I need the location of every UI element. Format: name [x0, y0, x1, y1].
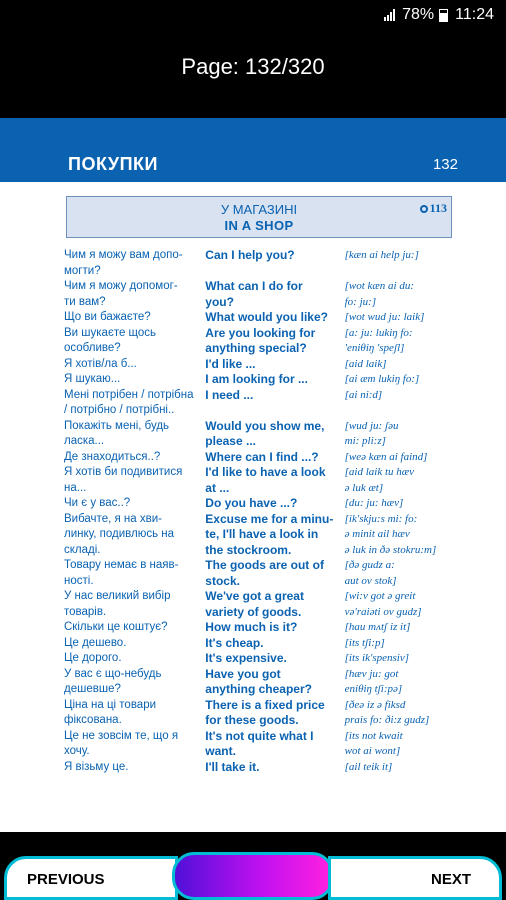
- phrase-row: [64, 450, 464, 466]
- phrase-english-line: variety of goods.: [205, 604, 302, 619]
- phrase-ukrainian: [64, 357, 201, 373]
- phrase-ukrainian: [64, 279, 201, 310]
- phrase-transcription: [345, 558, 464, 589]
- phrase-english-line: Can I help you?: [205, 248, 295, 262]
- phrase-ukrainian-line: Чим я можу допомог-: [64, 280, 178, 292]
- phrase-ukrainian: [64, 760, 201, 776]
- phrase-english: [205, 636, 336, 652]
- phrase-transcription-line: [wi:v got ə greit: [344, 590, 416, 602]
- phrase-ukrainian-line: ти вам?: [64, 295, 106, 308]
- phrase-english-line: you?: [205, 294, 234, 309]
- phrase-transcription-line: [weə kæn ai faind]: [344, 450, 428, 463]
- next-button-label: NEXT: [430, 871, 471, 888]
- phrase-ukrainian-line: Вибачте, я на хви-: [64, 512, 162, 525]
- phrase-ukrainian: [64, 372, 201, 388]
- phrase-transcription-line: [hæv ju: got: [344, 667, 399, 680]
- phrase-english-line: I need ...: [205, 387, 254, 402]
- phrase-transcription-line: [ai ni:d]: [344, 388, 383, 401]
- phrase-ukrainian-line: линку, подивлюсь на: [64, 528, 175, 540]
- phrase-english-line: We've got a great: [205, 589, 304, 603]
- phrase-transcription-line: [hau mʌtʃ iz it]: [344, 621, 411, 633]
- phrase-ukrainian-line: могти?: [64, 264, 101, 277]
- phrase-english: [205, 512, 336, 559]
- section-title-ua: У МАГАЗИНІ: [220, 202, 298, 217]
- phrase-transcription-line: fo: ju:]: [344, 295, 377, 308]
- phrase-transcription: [345, 620, 464, 636]
- phrase-english-line: anything special?: [205, 341, 307, 355]
- phrase-transcription-line: 'eniθiŋ 'speʃl]: [344, 342, 405, 354]
- phrase-ukrainian: [64, 310, 201, 326]
- phrase-transcription-line: ə luk æt]: [344, 481, 384, 494]
- phrase-ukrainian-line: Чим я можу вам допо-: [64, 249, 183, 261]
- battery-percent: 78%: [402, 6, 435, 23]
- page-indicator: Page: 132/320: [181, 54, 325, 79]
- phrase-ukrainian-line: фіксована.: [64, 714, 122, 726]
- phrase-ukrainian: [64, 465, 201, 496]
- phrase-ukrainian-line: Чи є у вас..?: [64, 497, 131, 509]
- phrase-english-line: Excuse me for a minu-: [205, 511, 334, 526]
- phrase-ukrainian-line: товарів.: [64, 605, 107, 618]
- navigation-bar: [0, 832, 506, 900]
- phrase-transcription: [345, 326, 464, 357]
- phrase-english: [205, 620, 336, 636]
- phrase-ukrainian-line: Мені потрібен / потрібна: [64, 388, 194, 401]
- phrase-row: [64, 667, 464, 698]
- phrase-row: [64, 419, 464, 450]
- clock: 11:24: [455, 6, 494, 23]
- phrase-row: [64, 248, 464, 279]
- phrase-english-line: I'd like ...: [205, 356, 256, 371]
- phrase-ukrainian-line: особливе?: [64, 342, 121, 354]
- phrase-ukrainian-line: Це дешево.: [64, 636, 127, 649]
- phrase-english: [205, 279, 336, 310]
- phrase-ukrainian: [64, 512, 201, 559]
- phrase-table: [64, 248, 464, 775]
- phrase-row: [64, 326, 464, 357]
- phrase-ukrainian: [64, 419, 201, 450]
- phrase-transcription-line: aut ov stok]: [344, 574, 397, 587]
- section-heading: [66, 196, 452, 238]
- phrase-english-line: I am looking for ...: [205, 372, 308, 386]
- phrase-transcription: [345, 248, 464, 279]
- phrase-ukrainian: [64, 667, 201, 698]
- phrase-transcription: [345, 419, 464, 450]
- phrase-row: [64, 698, 464, 729]
- phrase-row: [64, 760, 464, 776]
- phrase-ukrainian: [64, 326, 201, 357]
- phrase-transcription-line: [wot kæn ai du:: [344, 280, 414, 292]
- battery-icon: [439, 9, 448, 22]
- phrase-ukrainian: [64, 589, 201, 620]
- phrase-row: [64, 388, 464, 419]
- phrase-ukrainian-line: Де знаходиться..?: [64, 450, 161, 463]
- phrase-ukrainian: [64, 636, 201, 652]
- phrase-row: [64, 357, 464, 373]
- phrase-english-line: Would you show me,: [205, 418, 325, 433]
- center-menu-button[interactable]: [172, 852, 334, 900]
- signal-icon: [384, 9, 395, 21]
- phrase-transcription-line: [its ik'spensiv]: [344, 652, 410, 664]
- phrase-transcription: [345, 279, 464, 310]
- phrase-transcription-line: [aid laik tu hæv: [344, 466, 414, 478]
- phrase-ukrainian: [64, 496, 201, 512]
- phrase-english: [205, 450, 336, 466]
- phrase-transcription-line: [ðeə iz ə fiksd: [344, 698, 406, 711]
- phrase-row: [64, 372, 464, 388]
- phrase-ukrainian-line: складі.: [64, 543, 101, 556]
- phrase-ukrainian-line: У нас великий вибір: [64, 590, 171, 602]
- phrase-row: [64, 729, 464, 760]
- phrase-english-line: Do you have ...?: [205, 496, 298, 510]
- phrase-transcription: [345, 760, 464, 776]
- phrase-transcription: [345, 310, 464, 326]
- phrase-transcription: [345, 512, 464, 559]
- phrase-ukrainian-line: Ціна на ці товари: [64, 698, 157, 711]
- phrase-ukrainian-line: Товару немає в наяв-: [64, 559, 179, 571]
- phrase-english-line: for these goods.: [205, 713, 299, 727]
- phrase-row: [64, 620, 464, 636]
- phrase-english-line: I'll take it.: [205, 759, 260, 774]
- phrase-transcription-line: [a: ju: lukiŋ fo:: [344, 326, 413, 339]
- phrase-row: [64, 636, 464, 652]
- phrase-row: [64, 279, 464, 310]
- phrase-english: [205, 589, 336, 620]
- phrase-ukrainian-line: Я хотів/ла б...: [64, 357, 137, 370]
- phrase-english-line: How much is it?: [205, 620, 298, 634]
- phrase-english: [205, 729, 336, 760]
- phrase-english-line: It's expensive.: [205, 651, 287, 665]
- phrase-english-line: I'd like to have a look: [205, 465, 326, 479]
- phrase-transcription: [345, 651, 464, 667]
- phrase-english-line: The goods are out of: [205, 558, 324, 572]
- phrase-english: [205, 310, 336, 326]
- phrase-english: [205, 558, 336, 589]
- phrase-ukrainian-line: дешевше?: [64, 683, 121, 695]
- phrase-english-line: anything cheaper?: [205, 682, 312, 696]
- phrase-row: [64, 496, 464, 512]
- phrase-english-line: There is a fixed price: [205, 697, 325, 712]
- previous-button-label: PREVIOUS: [27, 871, 105, 888]
- audio-track: [420, 201, 447, 216]
- phrase-ukrainian-line: Що ви бажаєте?: [64, 311, 151, 323]
- phrase-transcription: [345, 450, 464, 466]
- phrase-transcription: [345, 357, 464, 373]
- phrase-ukrainian: [64, 729, 201, 760]
- phrase-english-line: Where can I find ...?: [205, 449, 319, 464]
- phrase-english-line: the stockroom.: [205, 542, 292, 557]
- chapter-page-number: 132: [432, 156, 458, 173]
- phrase-ukrainian-line: хочу.: [64, 745, 90, 757]
- phrase-transcription: [345, 465, 464, 496]
- previous-button[interactable]: [4, 856, 178, 900]
- phrase-transcription-line: [aid laik]: [344, 357, 387, 370]
- next-button[interactable]: [328, 856, 502, 900]
- phrase-transcription: [345, 667, 464, 698]
- phrase-ukrainian-line: Скільки це коштує?: [64, 621, 168, 633]
- reader-header: [0, 30, 506, 118]
- phrase-ukrainian: [64, 248, 201, 279]
- phrase-ukrainian: [64, 558, 201, 589]
- phrase-transcription-line: [du: ju: hæv]: [344, 497, 404, 509]
- phrase-transcription-line: [its not kwait: [344, 729, 403, 742]
- phrase-ukrainian: [64, 620, 201, 636]
- phrase-ukrainian-line: Ви шукаєте щось: [64, 326, 157, 339]
- phrase-english: [205, 388, 336, 419]
- phrase-english-line: What would you like?: [205, 310, 328, 324]
- audio-track-number: 113: [429, 201, 447, 215]
- phrase-transcription: [345, 729, 464, 760]
- phrase-row: [64, 465, 464, 496]
- phrase-ukrainian-line: Це не зовсім те, що я: [64, 729, 179, 742]
- phrase-english: [205, 357, 336, 373]
- phrase-ukrainian-line: ності.: [64, 574, 94, 587]
- phrase-english: [205, 698, 336, 729]
- phrase-ukrainian-line: Я візьму це.: [64, 760, 129, 773]
- phrase-english: [205, 372, 336, 388]
- phrase-english: [205, 419, 336, 450]
- phrase-transcription: [345, 589, 464, 620]
- phrase-english-line: Are you looking for: [205, 325, 316, 340]
- phrase-transcription-line: wot ai wont]: [344, 745, 401, 757]
- phrase-transcription-line: [ail teik it]: [344, 760, 393, 773]
- section-title-en: IN A SHOP: [224, 218, 294, 233]
- phrase-ukrainian-line: ласка...: [64, 435, 105, 447]
- phrase-transcription: [345, 636, 464, 652]
- phrase-english: [205, 496, 336, 512]
- phrase-transcription: [345, 388, 464, 419]
- phrase-ukrainian-line: У вас є що-небудь: [64, 667, 162, 680]
- phrase-ukrainian: [64, 450, 201, 466]
- status-bar: [0, 0, 506, 30]
- phrase-english-line: Have you got: [205, 666, 281, 681]
- phrase-english-line: stock.: [205, 573, 240, 588]
- audio-disc-icon: [420, 205, 428, 213]
- phrase-ukrainian-line: Я хотів би подивитися: [64, 466, 183, 478]
- phrase-transcription: [345, 372, 464, 388]
- phrase-english: [205, 465, 336, 496]
- phrase-english-line: please ...: [205, 434, 256, 448]
- phrase-transcription: [345, 698, 464, 729]
- phrase-row: [64, 512, 464, 559]
- phrase-transcription-line: [ai æm lukiŋ fo:]: [344, 373, 420, 385]
- phrase-row: [64, 651, 464, 667]
- phrase-english-line: at ...: [205, 480, 230, 495]
- phrase-transcription-line: [wot wud ju: laik]: [344, 311, 425, 323]
- phrase-english: [205, 651, 336, 667]
- phrase-ukrainian-line: на...: [64, 481, 87, 494]
- phrase-transcription: [345, 496, 464, 512]
- phrase-transcription-line: [its tʃi:p]: [344, 636, 385, 649]
- phrase-transcription-line: [ik'skju:s mi: fo:: [344, 512, 418, 525]
- phrase-ukrainian: [64, 388, 201, 419]
- phrase-english: [205, 760, 336, 776]
- phrase-transcription-line: [wud ju: ʃəu: [344, 419, 399, 432]
- phrase-transcription-line: ə minit ail hæv: [344, 528, 410, 540]
- phrase-transcription-line: ə luk in ðə stokru:m]: [344, 543, 437, 556]
- chapter-banner: [0, 118, 506, 182]
- phrase-english-line: It's cheap.: [205, 635, 264, 650]
- phrase-ukrainian: [64, 698, 201, 729]
- phrase-row: [64, 558, 464, 589]
- phrase-transcription-line: mi: pli:z]: [344, 435, 386, 447]
- phrase-english-line: te, I'll have a look in: [205, 527, 319, 541]
- phrase-ukrainian-line: Я шукаю...: [64, 373, 121, 385]
- phrase-transcription-line: [ðə gudz a:: [344, 559, 395, 571]
- phrase-ukrainian-line: / потрібно / потрібні..: [64, 404, 175, 416]
- phrase-transcription-line: eniθiŋ tʃi:pə]: [344, 683, 403, 695]
- phrase-english: [205, 248, 336, 279]
- phrase-ukrainian-line: Це дорого.: [64, 652, 122, 664]
- phrase-english: [205, 667, 336, 698]
- phrase-row: [64, 589, 464, 620]
- phrase-transcription-line: prais fo: ði:z gudz]: [344, 714, 430, 726]
- phrase-ukrainian-line: Покажіть мені, будь: [64, 419, 170, 432]
- phrase-row: [64, 310, 464, 326]
- phrase-english-line: What can I do for: [205, 279, 303, 293]
- phrase-english-line: It's not quite what I: [205, 728, 314, 743]
- chapter-title: ПОКУПКИ: [68, 154, 158, 174]
- phrase-transcription-line: [kæn ai help ju:]: [344, 249, 419, 261]
- phrase-english-line: want.: [205, 744, 236, 758]
- book-page: [0, 118, 506, 832]
- phrase-transcription-line: və'raiəti ov gudz]: [344, 605, 422, 618]
- phrase-english: [205, 326, 336, 357]
- phrase-ukrainian: [64, 651, 201, 667]
